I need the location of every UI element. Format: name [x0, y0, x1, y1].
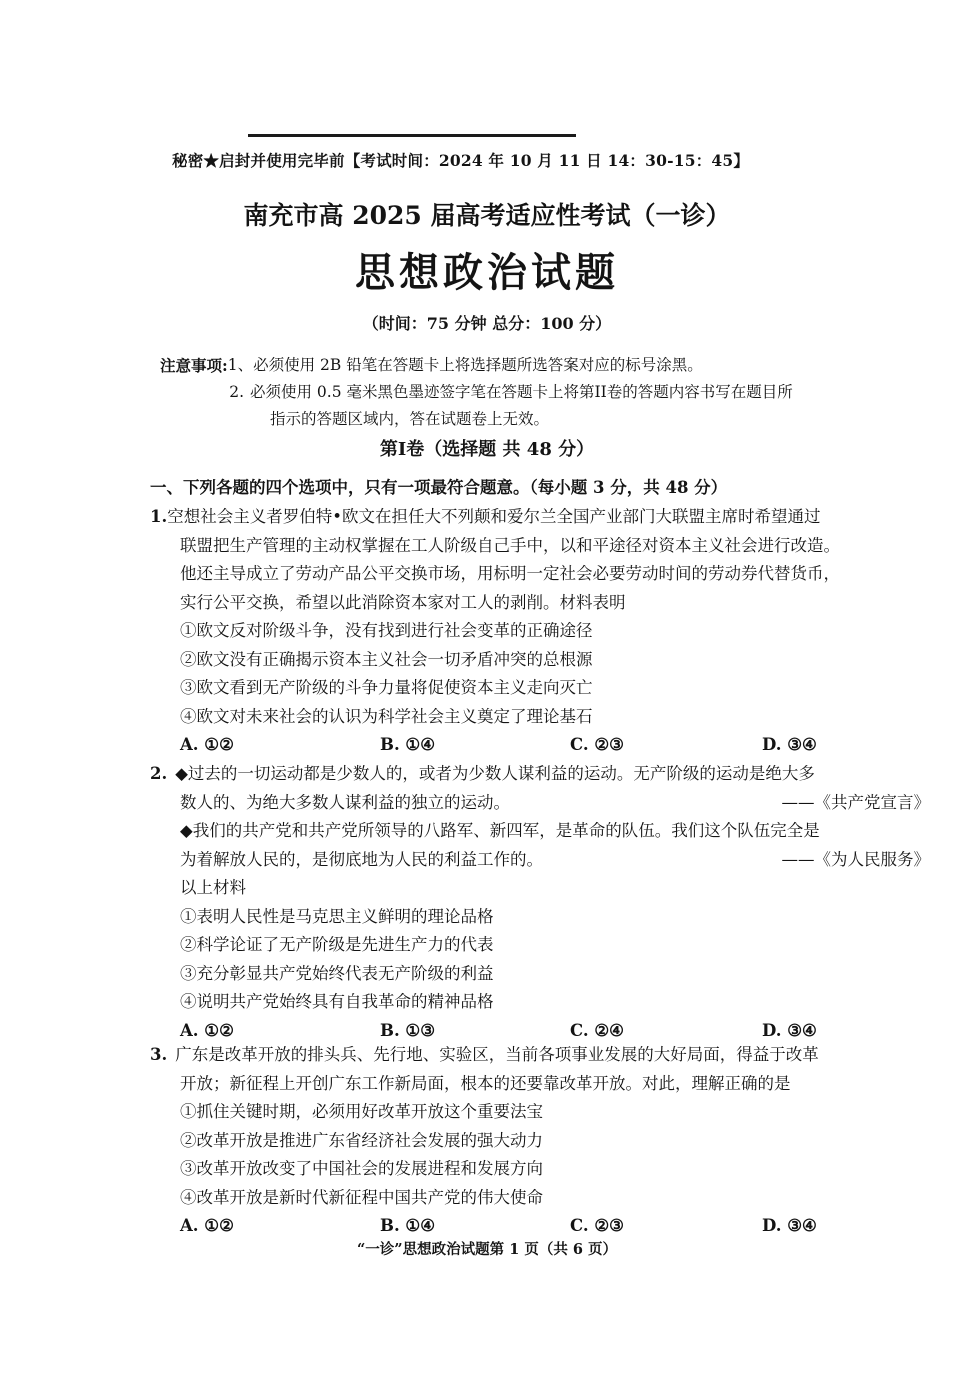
question-number: 2. [150, 764, 168, 783]
time-info: （时间：75 分钟 总分：100 分） [362, 314, 612, 333]
option-c: C. ②③ [570, 1216, 624, 1235]
part-title: 第I卷（选择题 共 48 分） [379, 439, 595, 460]
quote-source: ——《为人民服务》 [781, 849, 930, 869]
option-b: B. ①④ [380, 735, 436, 754]
question-text: 实行公平交换，希望以此消除资本家对工人的剥削。材料表明 [180, 592, 626, 612]
question-lead: 以上材料 [180, 878, 246, 897]
statement: ④改革开放是新时代新征程中国共产党的伟大使命 [180, 1187, 543, 1207]
option-c: C. ②④ [570, 1020, 624, 1040]
notes-label: 注意事项: [160, 356, 228, 375]
statement: ④欧文对未来社会的认识为科学社会主义奠定了理论基石 [180, 706, 593, 726]
question-2 [150, 760, 930, 1045]
options-row [150, 1212, 930, 1241]
confidential-notice: 秘密★启封并使用完毕前【考试时间：2024 年 10 月 11 日 14：30-15：45】 [172, 151, 750, 170]
statement: ③欧文看到无产阶级的斗争力量将促使资本主义走向灭亡 [180, 678, 593, 697]
exam-title: 南充市高 2025 届高考适应性考试（一诊） [243, 201, 731, 230]
quote-text: 数人的、为绝大多数人谋利益的独立的运动。 [180, 792, 510, 812]
option-a: A. ①② [180, 735, 234, 754]
note-text: 必须使用 2B 铅笔在答题卡上将选择题所选答案对应的标号涂黑。 [253, 356, 703, 374]
option-b: B. ①③ [380, 1020, 436, 1040]
statement: ②欧文没有正确揭示资本主义社会一切矛盾冲突的总根源 [180, 649, 593, 669]
section-heading: 一、下列各题的四个选项中，只有一项最符合题意。（每小题 3 分，共 48 分） [150, 478, 728, 497]
quote-text: ◆过去的一切运动都是少数人的，或者为少数人谋利益的运动。无产阶级的运动是绝大多 [175, 764, 815, 783]
option-d: D. ③④ [762, 735, 817, 754]
option-d: D. ③④ [762, 1216, 817, 1235]
option-c: C. ②③ [570, 735, 624, 754]
question-text: 联盟把生产管理的主动权掌握在工人阶级自己手中，以和平途径对资本主义社会进行改造。 [180, 535, 840, 555]
question-1 [150, 503, 930, 760]
statement: ①欧文反对阶级斗争，没有找到进行社会变革的正确途径 [180, 621, 593, 640]
note-row-1 [160, 352, 793, 379]
option-b: B. ①④ [380, 1216, 436, 1235]
question-text: 开放；新征程上开创广东工作新局面，根本的还要靠改革开放。对此，理解正确的是 [180, 1073, 791, 1093]
question-number: 1. [150, 507, 168, 526]
quote-text: 为着解放人民的，是彻底地为人民的利益工作的。 [180, 849, 543, 869]
notes-block [160, 352, 793, 433]
options-row [150, 731, 930, 760]
question-3 [150, 1041, 930, 1241]
statement: ③充分彰显共产党始终代表无产阶级的利益 [180, 963, 494, 983]
statement: ②改革开放是推进广东省经济社会发展的强大动力 [180, 1130, 543, 1150]
note-text: 必须使用 0.5 毫米黑色墨迹签字笔在答题卡上将第II卷的答题内容书写在题目所 [250, 383, 793, 401]
note-number: 2. [229, 383, 244, 401]
quote-source: ——《共产党宣言》 [781, 792, 930, 812]
note-number: 1、 [227, 356, 254, 374]
option-a: A. ①② [180, 1020, 234, 1040]
note-row-3 [160, 406, 793, 433]
question-number: 3. [150, 1045, 168, 1064]
note-row-2 [160, 379, 793, 406]
question-text: 广东是改革开放的排头兵、先行地、实验区，当前各项事业发展的大好局面，得益于改革 [175, 1045, 819, 1064]
statement: ②科学论证了无产阶级是先进生产力的代表 [180, 935, 494, 954]
note-text: 指示的答题区域内，答在试题卷上无效。 [270, 410, 550, 428]
statement: ③改革开放改变了中国社会的发展进程和发展方向 [180, 1159, 543, 1178]
subject-title: 思想政治试题 [355, 249, 619, 296]
option-a: A. ①② [180, 1216, 234, 1235]
statement: ①表明人民性是马克思主义鲜明的理论品格 [180, 906, 494, 926]
question-text: 空想社会主义者罗伯特•欧文在担任大不列颠和爱尔兰全国产业部门大联盟主席时希望通过 [167, 507, 821, 526]
statement: ④说明共产党始终具有自我革命的精神品格 [180, 992, 494, 1011]
option-d: D. ③④ [762, 1020, 817, 1040]
header-rule [248, 134, 576, 137]
quote-text: ◆我们的共产党和共产党所领导的八路军、新四军，是革命的队伍。我们这个队伍完全是 [180, 821, 820, 840]
statement: ①抓住关键时期，必须用好改革开放这个重要法宝 [180, 1102, 543, 1121]
page-footer: “一诊”思想政治试题第 1 页（共 6 页） [356, 1241, 618, 1258]
question-text: 他还主导成立了劳动产品公平交换市场，用标明一定社会必要劳动时间的劳动券代替货币， [180, 564, 840, 583]
